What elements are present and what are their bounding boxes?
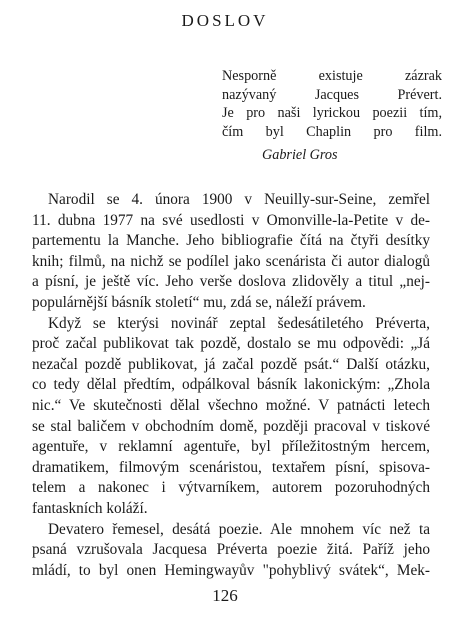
text-line: populárnější básník století“ mu, zdá se, náleží právem. (32, 293, 366, 311)
paragraph (32, 520, 430, 582)
text-line: Devatero řemesel, desátá poezie. Ale mnohem víc než ta (48, 520, 430, 538)
text-line: fantaskních koláží. (32, 499, 148, 517)
text-line: telem a nakonec i výtvarníkem, autorem pozoruhodných (32, 479, 430, 497)
text-line: nezačal pozdě publikovat, já začal pozdě psát.“ Další otázku, (32, 355, 430, 373)
text-line: Narodil se 4. února 1900 v Neuilly-sur-Seine, zemřel (48, 191, 430, 208)
epigraph-line: nazývaný Jacques Prévert. (222, 86, 442, 103)
text-line: psaná vzrušovala Jacquesa Préverta poezie žitá. Paříž jeho (32, 541, 430, 559)
epigraph-line: Nesporně existuje zázrak (222, 68, 442, 84)
text-line: se stal baličem v obchodním domě, později pracoval v tiskové (32, 417, 430, 435)
text-line: 11. dubna 1977 na své usedlosti v Omonville-la-Petite v de- (32, 211, 430, 229)
epigraph-author: Gabriel Gros (262, 147, 338, 163)
epigraph-line: čím byl Chaplin pro film. (222, 123, 442, 140)
text-line: Když se kterýsi novinář zeptal šedesátiletého Préverta, (48, 314, 430, 332)
text-line: partementu la Manche. Jeho bibliografie čítá na čtyři desítky (32, 232, 430, 250)
epigraph (222, 67, 442, 165)
text-line: mládí, to byl onen Hemingwayův "pohyblivý svátek“, Mek- (32, 561, 430, 579)
chapter-heading: DOSLOV (181, 11, 269, 30)
body-text (32, 190, 430, 581)
text-line: dramatikem, filmovým scenáristou, textařem písní, spisova- (32, 458, 430, 476)
epigraph-line: Je pro naši lyrickou poezii tím, (222, 105, 442, 121)
text-line: agentuře, v reklamní agentuře, byl příležitostným hercem, (32, 438, 430, 456)
page-number: 126 (212, 586, 238, 605)
text-line: nic.“ Ve skutečnosti dělal všechno možné. V patnácti letech (32, 396, 430, 414)
paragraph (32, 314, 430, 520)
paragraph (32, 190, 430, 314)
text-line: a písní, je ještě víc. Jeho verše doslova zlidověly a titul „nej- (32, 273, 430, 291)
text-line: co tedy dělal předtím, odpálkoval básník lakonickým: „Zhola (32, 376, 430, 394)
text-line: proč začal publikovat tak pozdě, dostalo se mu odpovědi: „Já (32, 335, 430, 353)
text-line: knih; filmů, na nichž se podílel jako scenárista či autor dialogů (32, 252, 430, 270)
